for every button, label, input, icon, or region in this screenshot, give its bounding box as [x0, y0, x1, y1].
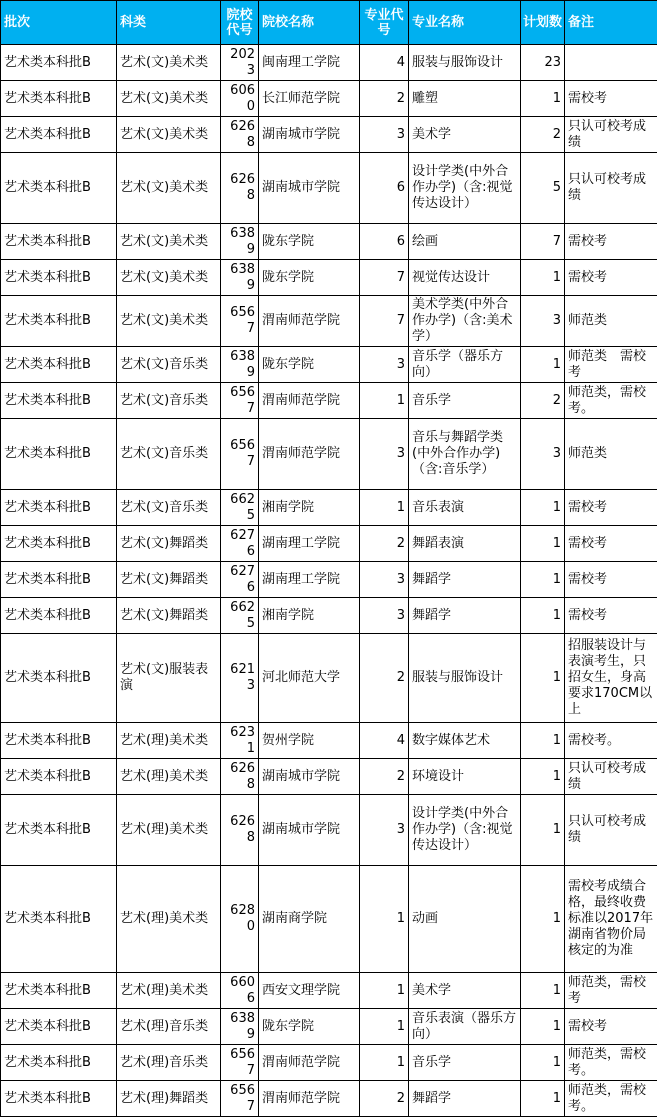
cell-plan-count: 1	[521, 866, 565, 973]
cell-major-code: 1	[360, 973, 409, 1009]
cell-major-code: 2	[360, 634, 409, 723]
cell-major-name: 美术学	[409, 973, 521, 1009]
cell-remark: 需校考	[565, 526, 657, 562]
cell-batch: 艺术类本科批B	[1, 81, 117, 117]
cell-major-name: 雕塑	[409, 81, 521, 117]
cell-batch: 艺术类本科批B	[1, 45, 117, 81]
cell-school-code: 6567	[221, 419, 259, 490]
cell-plan-count: 1	[521, 973, 565, 1009]
cell-school-code: 6389	[221, 1009, 259, 1045]
header-category: 科类	[117, 1, 221, 45]
cell-school-name: 长江师范学院	[259, 81, 360, 117]
table-row	[1, 598, 657, 634]
cell-major-name: 设计学类(中外合作办学)（含:视觉传达设计）	[409, 795, 521, 866]
cell-batch: 艺术类本科批B	[1, 973, 117, 1009]
cell-major-code: 1	[360, 383, 409, 419]
header-major-name: 专业名称	[409, 1, 521, 45]
cell-school-code: 6280	[221, 866, 259, 973]
cell-batch: 艺术类本科批B	[1, 419, 117, 490]
cell-school-code: 6389	[221, 347, 259, 383]
cell-batch: 艺术类本科批B	[1, 117, 117, 153]
cell-major-code: 3	[360, 598, 409, 634]
cell-major-name: 环境设计	[409, 759, 521, 795]
cell-category: 艺术(文)音乐类	[117, 383, 221, 419]
cell-major-name: 舞蹈学	[409, 1081, 521, 1117]
table-row	[1, 260, 657, 296]
cell-major-code: 6	[360, 224, 409, 260]
cell-major-name: 音乐学（器乐方向）	[409, 347, 521, 383]
cell-school-name: 渭南师范学院	[259, 419, 360, 490]
cell-remark: 师范类	[565, 296, 657, 347]
table-row	[1, 224, 657, 260]
cell-school-name: 闽南理工学院	[259, 45, 360, 81]
table-row	[1, 562, 657, 598]
cell-school-code: 6268	[221, 795, 259, 866]
cell-category: 艺术(文)美术类	[117, 117, 221, 153]
table-row	[1, 759, 657, 795]
cell-major-code: 4	[360, 723, 409, 759]
cell-category: 艺术(文)美术类	[117, 81, 221, 117]
cell-batch: 艺术类本科批B	[1, 296, 117, 347]
cell-plan-count: 1	[521, 347, 565, 383]
cell-major-code: 2	[360, 1081, 409, 1117]
cell-batch: 艺术类本科批B	[1, 1045, 117, 1081]
cell-school-code: 6276	[221, 526, 259, 562]
table-row	[1, 723, 657, 759]
cell-school-code: 6625	[221, 490, 259, 526]
header-plan-count: 计划数	[521, 1, 565, 45]
cell-plan-count: 1	[521, 490, 565, 526]
table-row	[1, 1009, 657, 1045]
cell-remark: 师范类，需校考	[565, 973, 657, 1009]
cell-remark: 招服装设计与表演考生，只招女生，身高要求170CM以上	[565, 634, 657, 723]
cell-school-name: 陇东学院	[259, 1009, 360, 1045]
cell-category: 艺术(理)美术类	[117, 795, 221, 866]
cell-school-code: 6213	[221, 634, 259, 723]
cell-category: 艺术(文)美术类	[117, 296, 221, 347]
cell-remark: 需校考	[565, 260, 657, 296]
cell-batch: 艺术类本科批B	[1, 759, 117, 795]
cell-major-name: 音乐学	[409, 1045, 521, 1081]
cell-remark: 师范类 需校考	[565, 347, 657, 383]
cell-school-code: 6567	[221, 1045, 259, 1081]
cell-major-code: 2	[360, 759, 409, 795]
cell-batch: 艺术类本科批B	[1, 1009, 117, 1045]
cell-major-name: 服装与服饰设计	[409, 45, 521, 81]
cell-batch: 艺术类本科批B	[1, 383, 117, 419]
cell-plan-count: 1	[521, 723, 565, 759]
cell-school-code: 6625	[221, 598, 259, 634]
table-row	[1, 45, 657, 81]
cell-batch: 艺术类本科批B	[1, 562, 117, 598]
cell-plan-count: 1	[521, 1045, 565, 1081]
table-row	[1, 795, 657, 866]
cell-batch: 艺术类本科批B	[1, 1081, 117, 1117]
cell-batch: 艺术类本科批B	[1, 526, 117, 562]
table-row	[1, 383, 657, 419]
cell-remark: 需校考	[565, 562, 657, 598]
cell-batch: 艺术类本科批B	[1, 224, 117, 260]
table-row	[1, 347, 657, 383]
cell-major-code: 1	[360, 1009, 409, 1045]
cell-plan-count: 1	[521, 81, 565, 117]
cell-plan-count: 1	[521, 526, 565, 562]
cell-school-name: 湘南学院	[259, 598, 360, 634]
cell-remark: 需校考	[565, 224, 657, 260]
cell-remark: 需校考	[565, 598, 657, 634]
cell-plan-count: 3	[521, 419, 565, 490]
cell-major-code: 3	[360, 419, 409, 490]
cell-school-code: 6389	[221, 260, 259, 296]
cell-school-name: 渭南师范学院	[259, 296, 360, 347]
cell-school-name: 渭南师范学院	[259, 383, 360, 419]
cell-school-code: 6606	[221, 973, 259, 1009]
cell-school-name: 贺州学院	[259, 723, 360, 759]
table-row	[1, 81, 657, 117]
header-remark: 备注	[565, 1, 657, 45]
cell-major-name: 音乐学	[409, 383, 521, 419]
cell-school-name: 西安文理学院	[259, 973, 360, 1009]
cell-batch: 艺术类本科批B	[1, 490, 117, 526]
cell-school-code: 2023	[221, 45, 259, 81]
table-row	[1, 866, 657, 973]
table-row	[1, 973, 657, 1009]
header-major-code: 专业代号	[360, 1, 409, 45]
cell-category: 艺术(理)美术类	[117, 723, 221, 759]
cell-category: 艺术(文)舞蹈类	[117, 526, 221, 562]
cell-school-name: 陇东学院	[259, 260, 360, 296]
cell-remark: 需校考	[565, 1009, 657, 1045]
cell-category: 艺术(文)美术类	[117, 260, 221, 296]
cell-major-code: 7	[360, 260, 409, 296]
cell-category: 艺术(理)美术类	[117, 759, 221, 795]
header-school-name: 院校名称	[259, 1, 360, 45]
cell-remark: 只认可校考成绩	[565, 153, 657, 224]
cell-plan-count: 5	[521, 153, 565, 224]
cell-remark: 需校考	[565, 490, 657, 526]
cell-major-name: 绘画	[409, 224, 521, 260]
table-row	[1, 419, 657, 490]
table-row	[1, 117, 657, 153]
cell-school-code: 6567	[221, 296, 259, 347]
cell-plan-count: 1	[521, 260, 565, 296]
cell-plan-count: 1	[521, 598, 565, 634]
cell-batch: 艺术类本科批B	[1, 598, 117, 634]
cell-major-name: 数字媒体艺术	[409, 723, 521, 759]
cell-major-name: 设计学类(中外合作办学)（含:视觉传达设计）	[409, 153, 521, 224]
cell-school-code: 6268	[221, 153, 259, 224]
cell-major-name: 音乐表演	[409, 490, 521, 526]
cell-major-code: 2	[360, 81, 409, 117]
cell-category: 艺术(理)舞蹈类	[117, 1081, 221, 1117]
cell-remark: 师范类，需校考。	[565, 1081, 657, 1117]
cell-remark: 只认可校考成绩	[565, 795, 657, 866]
table-row	[1, 296, 657, 347]
cell-plan-count: 3	[521, 296, 565, 347]
cell-plan-count: 1	[521, 634, 565, 723]
table-row	[1, 634, 657, 723]
cell-remark: 需校考。	[565, 723, 657, 759]
cell-major-name: 动画	[409, 866, 521, 973]
header-row	[1, 1, 657, 45]
cell-school-code: 6567	[221, 1081, 259, 1117]
cell-major-name: 舞蹈学	[409, 562, 521, 598]
cell-major-code: 3	[360, 347, 409, 383]
cell-school-name: 湖南理工学院	[259, 562, 360, 598]
cell-remark	[565, 45, 657, 81]
cell-plan-count: 1	[521, 1081, 565, 1117]
cell-major-code: 1	[360, 490, 409, 526]
cell-major-name: 美术学类(中外合作办学)（含:美术学）	[409, 296, 521, 347]
cell-school-name: 河北师范大学	[259, 634, 360, 723]
cell-major-name: 音乐与舞蹈学类(中外合作办学)（含:音乐学）	[409, 419, 521, 490]
cell-category: 艺术(文)音乐类	[117, 490, 221, 526]
cell-major-code: 1	[360, 1045, 409, 1081]
cell-category: 艺术(文)服装表演	[117, 634, 221, 723]
cell-school-name: 陇东学院	[259, 224, 360, 260]
cell-batch: 艺术类本科批B	[1, 347, 117, 383]
table-row	[1, 1045, 657, 1081]
header-school-code: 院校代号	[221, 1, 259, 45]
cell-plan-count: 2	[521, 117, 565, 153]
cell-major-name: 服装与服饰设计	[409, 634, 521, 723]
cell-category: 艺术(文)美术类	[117, 153, 221, 224]
cell-plan-count: 7	[521, 224, 565, 260]
cell-school-name: 陇东学院	[259, 347, 360, 383]
cell-batch: 艺术类本科批B	[1, 866, 117, 973]
cell-remark: 需校考	[565, 81, 657, 117]
cell-major-name: 舞蹈表演	[409, 526, 521, 562]
cell-plan-count: 1	[521, 795, 565, 866]
cell-remark: 师范类，需校考。	[565, 383, 657, 419]
cell-batch: 艺术类本科批B	[1, 795, 117, 866]
cell-category: 艺术(文)美术类	[117, 224, 221, 260]
cell-category: 艺术(文)舞蹈类	[117, 562, 221, 598]
cell-plan-count: 1	[521, 562, 565, 598]
cell-category: 艺术(理)音乐类	[117, 1045, 221, 1081]
cell-school-code: 6060	[221, 81, 259, 117]
cell-remark: 需校考成绩合格，最终收费标准以2017年湖南省物价局核定的为准	[565, 866, 657, 973]
table-row	[1, 490, 657, 526]
cell-major-name: 音乐表演（器乐方向）	[409, 1009, 521, 1045]
cell-category: 艺术(文)美术类	[117, 45, 221, 81]
cell-major-code: 6	[360, 153, 409, 224]
cell-major-name: 舞蹈学	[409, 598, 521, 634]
cell-batch: 艺术类本科批B	[1, 634, 117, 723]
cell-remark: 师范类	[565, 419, 657, 490]
cell-remark: 只认可校考成绩	[565, 759, 657, 795]
cell-category: 艺术(文)舞蹈类	[117, 598, 221, 634]
cell-batch: 艺术类本科批B	[1, 260, 117, 296]
cell-category: 艺术(理)美术类	[117, 973, 221, 1009]
cell-category: 艺术(理)美术类	[117, 866, 221, 973]
table-row	[1, 526, 657, 562]
cell-school-code: 6389	[221, 224, 259, 260]
table-row	[1, 1081, 657, 1117]
cell-batch: 艺术类本科批B	[1, 153, 117, 224]
header-batch: 批次	[1, 1, 117, 45]
cell-remark: 只认可校考成绩	[565, 117, 657, 153]
cell-major-code: 2	[360, 526, 409, 562]
cell-plan-count: 1	[521, 759, 565, 795]
cell-school-name: 渭南师范学院	[259, 1081, 360, 1117]
cell-school-name: 湖南城市学院	[259, 117, 360, 153]
cell-major-name: 美术学	[409, 117, 521, 153]
cell-major-code: 3	[360, 795, 409, 866]
cell-school-name: 湖南城市学院	[259, 153, 360, 224]
cell-school-name: 渭南师范学院	[259, 1045, 360, 1081]
cell-plan-count: 2	[521, 383, 565, 419]
cell-batch: 艺术类本科批B	[1, 723, 117, 759]
cell-category: 艺术(理)音乐类	[117, 1009, 221, 1045]
cell-category: 艺术(文)音乐类	[117, 419, 221, 490]
cell-major-code: 7	[360, 296, 409, 347]
cell-school-code: 6231	[221, 723, 259, 759]
cell-major-code: 3	[360, 562, 409, 598]
cell-plan-count: 1	[521, 1009, 565, 1045]
cell-major-code: 1	[360, 866, 409, 973]
cell-school-code: 6268	[221, 759, 259, 795]
cell-major-code: 3	[360, 117, 409, 153]
cell-school-code: 6276	[221, 562, 259, 598]
table-body	[1, 45, 657, 1117]
cell-school-name: 湖南城市学院	[259, 795, 360, 866]
cell-school-name: 湖南商学院	[259, 866, 360, 973]
cell-school-code: 6268	[221, 117, 259, 153]
cell-school-code: 6567	[221, 383, 259, 419]
cell-remark: 师范类，需校考。	[565, 1045, 657, 1081]
cell-plan-count: 23	[521, 45, 565, 81]
cell-school-name: 湘南学院	[259, 490, 360, 526]
cell-category: 艺术(文)音乐类	[117, 347, 221, 383]
table-row	[1, 153, 657, 224]
cell-school-name: 湖南理工学院	[259, 526, 360, 562]
cell-major-code: 4	[360, 45, 409, 81]
cell-school-name: 湖南城市学院	[259, 759, 360, 795]
cell-major-name: 视觉传达设计	[409, 260, 521, 296]
